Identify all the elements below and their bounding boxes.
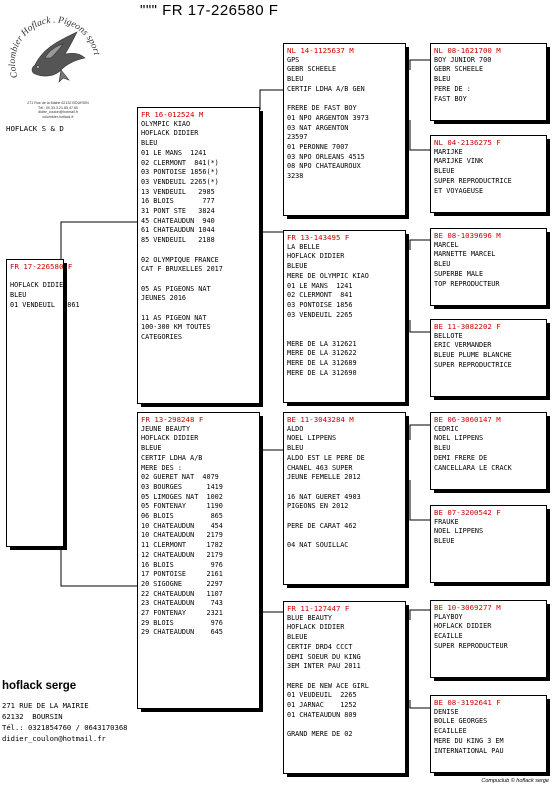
logo-address: 271 Rue de la Mairie 62132 BOURSIN Tél.: 00.33.3.21.85.47.60 didier_coulon@hotmail.fr colombier-hoflack.fr: [27, 101, 89, 119]
breeder-city: 62132 BOURSIN: [2, 712, 63, 721]
breeder-address: 271 RUE DE LA MAIRIE: [2, 701, 89, 710]
ggp-ssd-box: NL 04-2136275 F MARIJKE MARIJKE VINK BLEUE SUPER REPRODUCTRICE ET VOYAGEUSE: [430, 135, 547, 213]
sire-box: FR 16-012524 M OLYMPIC KIAO HOFLACK DIDIER BLEU 01 LE MANS 1241 02 CLERMONT 841(*) 03 PONTOISE 1856(*) 03 VENDEUIL 2265(*) 13 VENDEUIL 2985 16 BLOIS 777 31 PONT STE 3824 45 CHATEAUDUN 940 61 CHATEAUDUN 1044 85 VENDEUIL 2188 02 OLYMPIQUE FRANCE CAT F BRUXELLES 2017 05 AS PIGEONS NAT JEUNES 2016 11 AS PIGEON NAT 100-300 KM TOUTES CATEGORIES: [137, 107, 260, 404]
breeder-email: didier_coulon@hotmail.fr: [2, 734, 106, 743]
subject-box: FR 17-226580 F HOFLACK DIDIER BLEU 01 VENDEUIL 1861: [6, 259, 64, 547]
breeder-phone: Tél.: 0321854760 / 0643170368: [2, 723, 128, 732]
dam-box: FR 13-298248 F JEUNE BEAUTY HOFLACK DIDIER BLEUE CERTIF LDHA A/B MERE DES : 02 GUERET NAT 4079 03 BOURGES 1419 05 LIMOGES NAT 1002 05 FONTENAY 1190 06 BLOIS 865 10 CHATEAUDUN 454 10 CHATEAUDUN 2179 11 CLERMONT 1782 12 CHATEAUDUN 2179 16 BLOIS 976 17 PONTOISE 2161 20 SIGOGNE 2297 22 CHATEAUDUN 1107 23 CHATEAUDUN 743 27 FONTENAY 2321 29 BLOIS 976 29 CHATEAUDUN 645: [137, 412, 260, 709]
ggp-dss-box: BE 06-3060147 M CEDRIC NOEL LIPPENS BLEU DEMI FRERE DE CANCELLARA LE CRACK: [430, 412, 547, 490]
grandsire-maternal-box: BE 11-3043284 M ALDO NOEL LIPPENS BLEU ALDO EST LE PERE DE CHANEL 463 SUPER JEUNE FEMELLE 2012 16 NAT GUERET 4903 PIGEONS EN 2012 PERE DE CARAT 462 04 NAT SOUILLAC: [283, 412, 406, 585]
ggp-sdd-box: BE 11-3082202 F BELLOTE ERIC VERMANDER BLEUE PLUME BLANCHE SUPER REPRODUCTRICE: [430, 319, 547, 397]
ring-number: FR 17-226580 F: [10, 262, 73, 271]
footer-credit: Compuclub © hoflack serge: [481, 778, 549, 784]
granddam-paternal-box: FR 13-143495 F LA BELLE HOFLACK DIDIER BLEUE MERE DE OLYMPIC KIAO 01 LE MANS 1241 02 CLERMONT 841 03 PONTOISE 1856 03 VENDEUIL 2265 MERE DE LA 312621 MERE DE LA 312622 MERE DE LA 312689 MERE DE LA 312690: [283, 230, 406, 403]
ggp-sss-box: NL 08-1621700 M BOY JUNIOR 700 GEBR SCHEELE BLEU PERE DE : FAST BOY: [430, 43, 547, 121]
ggp-sds-box: BE 08-1039696 M MARCEL MARNETTE MARCEL BLEU SUPERBE MALE TOP REPRODUCTEUR: [430, 228, 547, 306]
ggp-dds-box: BE 10-3069277 M PLAYBOY HOFLACK DIDIER ECAILLE SUPER REPRODUCTEUR: [430, 600, 547, 678]
ggp-ddd-box: BE 08-3192641 F DENISE BOLLE GEORGES ECAILLEE MERE DU KING 3 EM INTERNATIONAL PAU: [430, 695, 547, 773]
logo-text: Colombier Hoflack . Pigeons sport: [7, 15, 102, 80]
breeder-info: [2, 680, 128, 744]
grandsire-paternal-box: NL 14-1125637 M GPS GEBR SCHEELE BLEU CERTIF LDHA A/B GEN FRERE DE FAST BOY 01 NPO ARGENTON 3973 03 NAT ARGENTON 23597 01 PERONNE 7007 03 NPO ORLEANS 4515 08 NPO CHATEAUROUX 3238: [283, 43, 406, 216]
owner-short-name: HOFLACK S & D: [6, 124, 64, 133]
granddam-maternal-box: FR 11-127447 F BLUE BEAUTY HOFLACK DIDIER BLEUE CERTIF DRD4 CCCT DEMI SOEUR DU KING 3EM INTER PAU 2011 MERE DE NEW ACE GIRL 01 VEUDEUIL 2265 01 JARNAC 1252 01 CHATEAUDUN 809 GRAND MERE DE 02: [283, 601, 406, 774]
breeder-name: hoflack serge: [2, 680, 77, 692]
page-title: """ FR 17-226580 F: [140, 2, 279, 19]
ggp-dsd-box: BE 07-3200542 F FRAUKE NOEL LIPPENS BLEUE: [430, 505, 547, 583]
